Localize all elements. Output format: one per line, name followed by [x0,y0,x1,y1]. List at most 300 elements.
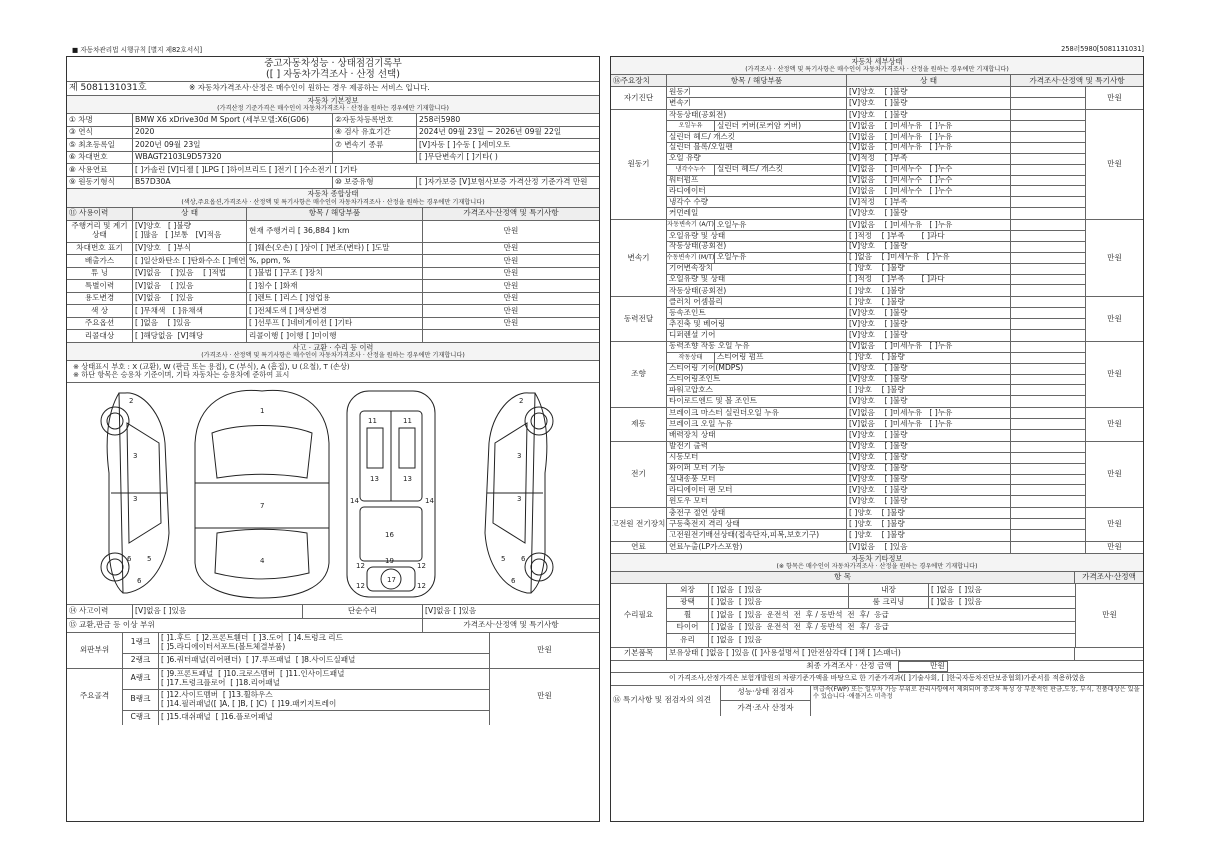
accident-history-state: [V]없음 [ ]있음 [133,605,303,618]
other-info-title: 자동차 기타정보 (※ 항목은 매수인이 자동차가격조사 · 산정을 원하는 경우에만 기재합니다) [611,554,1143,572]
diagram-label: 6 [137,576,142,585]
detail-group-body [667,508,1085,541]
detail-row [667,186,1085,197]
detail-item: 구동축전지 격리 상태 [667,519,847,529]
detail-state: [ ]양호 [ ]불량 [847,297,1011,307]
detail-group-name: 동력전달 [611,297,667,341]
general-state-title: 자동차 종합상태 (색상,주요옵션,가격조사 · 산정액 및 특기사항은 매수인이 자동차가격조사 · 산정을 원하는 경우에만 기재합니다) [67,189,599,207]
general-state-detail: %, ppm, % [247,255,423,267]
detail-note [1011,364,1085,374]
detail-table [611,87,1143,553]
general-state-item: 리콜대상 [67,330,133,342]
detail-item: 실내송풍 모터 [667,475,847,485]
basic-items-row [611,648,1143,661]
general-state-header [67,208,599,221]
detail-note [1011,176,1085,186]
detail-row [667,519,1085,530]
detail-note [1011,453,1085,463]
basic-info-value: [ ]가솔린 [V]디젤 [ ]LPG [ ]하이브리드 [ ]전기 [ ]수소전기 [ ]기타 [135,164,358,174]
diagram-label: 5 [501,554,506,563]
basic-info-key: ⑩ 보증유형 [333,177,417,189]
basic-info-key: ④ 검사 유효기간 [333,127,417,139]
simple-repair-label: 단순수리 [303,605,423,618]
detail-row [667,197,1085,208]
basic-info-value: 258러5980 [419,114,461,124]
general-state-row [67,293,599,306]
detail-state: [V]양호 [ ]불량 [847,87,1011,97]
detail-group-name: 연료 [611,542,667,553]
detail-note [1011,220,1085,230]
detail-note [1011,297,1085,307]
general-state-price: 만원 [503,293,519,303]
detail-group [611,110,1143,220]
detail-subgroup: 오일누유 [667,121,715,131]
repair-needed-label: 수리필요 [611,584,667,647]
col-device: ⑯주요장치 [611,75,667,86]
detail-group-body [667,342,1085,407]
detail-note [1011,319,1085,329]
detail-note [1011,165,1085,175]
appraiser-label: 가격·조사 산정자 [737,702,794,712]
inspection-form [66,56,1144,822]
detail-note [1011,442,1085,452]
detail-state: [V]없음 [ ]미세누유 [ ]누유 [847,342,1011,352]
detail-row [667,330,1085,341]
detail-note [1011,530,1085,541]
diagram-label: 3 [133,494,138,503]
detail-note [1011,186,1085,196]
repair-item: 타이어 [667,622,709,634]
detail-state: [V]없음 [ ]미세누유 [ ]누유 [847,408,1011,418]
car-right-side [485,392,553,592]
detail-row [667,485,1085,496]
right-column [610,56,1144,822]
detail-group [611,442,1143,508]
detail-note [1011,110,1085,120]
detail-note [1011,132,1085,142]
diagram-label: 14 [425,496,434,505]
inspector-label: 성능·상태 점검자 [721,686,810,702]
repair-state: [ ]없음 [ ]있음 [931,584,982,594]
detail-state: [V]양호 [ ]불량 [847,430,1011,441]
vehicle-diagram-svg [67,383,599,605]
detail-state: [V]없음 [ ]미세누유 [ ]누유 [847,132,1011,142]
major-frame-price: 만원 [489,669,599,725]
diagram-label: 13 [403,474,412,483]
detail-item: 작동상태(공회전) [667,285,847,296]
repair-state: [ ]없음 [ ]있음 [931,597,982,607]
detail-row [667,165,1085,176]
detail-state: [V]양호 [ ]불량 [847,453,1011,463]
diagram-label: 2 [129,396,134,405]
detail-note [1011,542,1085,553]
car-top-view [195,390,329,598]
general-state-detail: [ ]침수 [ ]화재 [247,280,423,292]
general-state-price: 만원 [503,225,519,235]
detail-group [611,542,1143,554]
detail-row [667,408,1085,419]
detail-note [1011,275,1085,285]
repair-row [667,622,1075,635]
major-frame-label: 주요골격 [67,669,123,725]
detail-row [667,264,1085,275]
detail-item: 와이퍼 모터 기능 [667,464,847,474]
basic-info-row [67,127,599,140]
detail-item: 오일누유 [715,253,847,263]
col-price: 가격조사·산정액 및 특기사항 [463,208,559,218]
accident-history-label: ⑭ 사고이력 [67,605,133,618]
accident-legend [67,361,599,383]
detail-row [667,220,1085,231]
detail-row [667,143,1085,154]
detail-item: 오일유량 및 상태 [667,275,847,285]
detail-group [611,408,1143,442]
general-state-item: 주요옵션 [67,318,133,330]
detail-item: 라디에이터 [667,186,847,196]
outer-rank-label: 1랭크 [123,633,159,653]
detail-note [1011,98,1085,109]
general-state-item: 색 상 [67,305,133,317]
simple-repair-state: [V]없음 [ ]있음 [425,605,477,615]
detail-subgroup: 수동변속기 (M/T) [667,254,715,262]
detail-row [667,154,1085,165]
detail-note [1011,375,1085,385]
detail-group-name: 자기진단 [611,87,667,109]
detail-state: [V]양호 [ ]불량 [847,396,1011,407]
detail-row [667,475,1085,486]
detail-group [611,87,1143,110]
repair-item: 광택 [667,597,709,609]
form-title: 중고자동차성능 · 상태점검기록부 [264,58,402,69]
form-reference: ■ 자동차관리법 시행규칙 [별지 제82호서식] [72,46,203,54]
detail-state: [V]양호 [ ]불량 [847,110,1011,120]
detail-row [667,297,1085,308]
basic-info-key: ⑥ 차대번호 [67,152,133,164]
detail-item: 스티어링조인트 [667,375,847,385]
major-rank-row [123,690,489,711]
detail-group-name: 변속기 [611,220,667,296]
detail-state: [ ]양호 [ ]불량 [847,385,1011,395]
detail-group-body [667,542,1085,553]
general-state-detail: [ ]훼손(오손) [ ]상이 [ ]변조(변타) [ ]도말 [247,243,423,255]
repair-price: 만원 [1075,584,1143,647]
left-column [66,56,600,822]
detail-note [1011,430,1085,441]
detail-row [667,319,1085,330]
basic-info-title: 자동차 기본정보 (가격산정 기준가격은 매수인이 자동차가격조사 · 산정을 원하는 경우에만 기재합니다) [67,96,599,114]
detail-state: [V]없음 [ ]미세누수 [ ]누수 [847,176,1011,186]
detail-item: 실린더 헤드/ 개스킷 [715,165,847,175]
repair-state: [ ]없음 [ ]있음 운전석 전 후 / 동반석 전 후/ 응급 [711,622,889,632]
basic-items-state: 보유상태 [ ]없음 [ ]있음 ([ ]사용설명서 [ ]안전삼각대 [ ]잭 [ ]스패너) [667,648,1075,660]
detail-item: 기어변속장치 [667,264,847,274]
repair-state: [ ]없음 [ ]있음 운전석 전 후 / 동반석 전 후/ 응급 [711,609,889,619]
major-rank-label: C랭크 [123,711,159,725]
detail-state: [V]양호 [ ]불량 [847,242,1011,252]
detail-state: [V]없음 [ ]미세누유 [ ]누유 [847,143,1011,153]
general-state-item: 용도변경 [67,293,133,305]
detail-note [1011,385,1085,395]
detail-group [611,220,1143,297]
detail-row [667,508,1085,519]
detail-note [1011,264,1085,274]
outer-rank-parts: [ ]1.후드 [ ]2.프론트휀더 [ ]3.도어 [ ]4.트렁크 리드 [ ]5.라디에이터서포트(볼트체결부품) [161,632,343,651]
general-state-item: 주행거리 및 계기상태 [67,221,133,242]
detail-state: [V]없음 [ ]있음 [847,542,1011,553]
repair-item: 유리 [667,634,709,647]
detail-item: 오일누유 [715,220,847,230]
diagram-label: 3 [517,451,522,460]
diagram-label: 5 [147,554,152,563]
major-rank-row [123,711,489,725]
repair-row [667,634,1075,647]
detail-item: 작동상태(공회전) [667,110,847,120]
detail-state: [ ]적정 [ ]부족 [ ]과다 [847,231,1011,241]
accident-history-row [67,605,599,619]
general-state-row [67,280,599,293]
detail-group-name: 제동 [611,408,667,441]
detail-note [1011,154,1085,164]
doc-notice: ※ 자동차가격조사·산정은 매수인이 원하는 경우 제공하는 서비스 입니다. [189,82,430,92]
major-frame-rows [123,669,489,725]
detail-group-price: 만원 [1085,342,1143,407]
detail-item: 파워고압호스 [667,385,847,395]
general-state-value: [ ]일산화탄소 [ ]탄화수소 [ ]매연 [133,255,247,267]
diagram-label: 11 [403,416,412,425]
general-state-value: [V]양호 [ ]불량 [ ]많음 [ ]보통 [V]적음 [133,221,247,242]
outer-rank-parts: [ ]6.쿼터패널(리어펜더) [ ]7.루프패널 [ ]8.사이드실패널 [161,655,356,665]
exchange-label: ⑮ 교환,판금 등 이상 부위 [67,619,423,632]
detail-item: 브레이크 마스터 실린더오일 누유 [667,408,847,418]
diagram-label: 6 [511,576,516,585]
diagram-label: 2 [519,396,524,405]
basic-info-value: 2020 [133,127,333,139]
detail-row [667,121,1085,132]
exchange-price-header: 가격조사·산정액 및 특기사항 [463,619,559,629]
detail-state: [V]없음 [ ]미세누유 [ ]누유 [847,121,1011,131]
outer-panel-rows [123,633,489,668]
repair-item: 룸 크리닝 [849,597,929,609]
detail-state: [V]양호 [ ]불량 [847,208,1011,219]
general-state-price [423,330,599,342]
repair-row [667,609,1075,622]
detail-note [1011,285,1085,296]
detail-note [1011,231,1085,241]
detail-item: 실린더 커버(로커암 커버) [715,121,847,131]
detail-group-name: 원동기 [611,110,667,219]
detail-item: 오일 유량 [667,154,847,164]
detail-item: 라디에이터 팬 모터 [667,485,847,495]
general-state-price: 만원 [503,305,519,315]
detail-note [1011,208,1085,219]
detail-row [667,242,1085,253]
detail-header [611,75,1143,87]
repair-state: [ ]없음 [ ]있음 [711,635,762,645]
detail-row [667,385,1085,396]
detail-subgroup: 자동변속기 (A/T) [667,221,714,229]
detail-state: [V]없음 [ ]미세누유 [ ]누유 [847,220,1011,230]
diagram-label: 13 [370,474,379,483]
basic-info-key: ⑤ 최초등록일 [67,139,133,151]
general-state-row [67,268,599,281]
detail-subgroup: 냉각수누수 [667,165,715,175]
detail-row [667,87,1085,98]
general-state-table [67,221,599,343]
detail-group [611,297,1143,342]
detail-item: 브레이크 오일 누유 [667,419,847,429]
accident-title: 사고 · 교환 · 수리 등 이력 (가격조사 · 산정액 및 특기사항은 매수인이 자동차가격조사 · 산정을 원하는 경우에만 기재합니다) [67,343,599,361]
detail-group-body [667,442,1085,507]
general-state-value: [ ]해당없음 [V]해당 [133,330,247,342]
diagram-label: 11 [368,416,377,425]
major-rank-parts: [ ]15.대쉬패널 [ ]16.플로어패널 [161,712,273,722]
special-notes-text: 비급속(FWP) 또는 일부차 가능 부위로 관리사항에서 제외되며 중고차 특성 상 부분적인 판금,도장, 부식, 진품대상은 있을 수 있습니다 ·애플거스 미측정 [813,685,1140,700]
doc-number: 제 5081131031호 [69,83,147,94]
detail-note [1011,475,1085,485]
detail-item: 스티어링 기어(MDPS) [667,364,847,374]
detail-item: 커먼레일 [667,208,847,219]
detail-row [667,231,1085,242]
detail-state: [V]양호 [ ]불량 [847,330,1011,341]
detail-note [1011,353,1085,363]
diagram-label: 3 [133,451,138,460]
exchange-header-row [67,619,599,633]
detail-state: [V]없음 [ ]미세누수 [ ]누수 [847,165,1011,175]
detail-item: 윈도우 모터 [667,496,847,507]
general-state-item: 차대번호 표기 [67,243,133,255]
repair-row [667,584,1075,597]
detail-state: [ ]양호 [ ]불량 [847,285,1011,296]
detail-note [1011,519,1085,529]
detail-row [667,98,1085,109]
detail-group-name: 조향 [611,342,667,407]
detail-row [667,496,1085,507]
detail-item: 타이로드엔드 및 볼 조인트 [667,396,847,407]
detail-row [667,419,1085,430]
vehicle-diagram [67,383,599,605]
diagram-label: 12 [417,561,426,570]
general-state-item: 특별이력 [67,280,133,292]
detail-state: [V]적정 [ ]부족 [847,197,1011,207]
detail-group-price: 만원 [1085,87,1143,109]
general-state-detail: [ ]선루프 [ ]네비게이션 [ ]기타 [247,318,423,330]
detail-item: 고전원전기배선상태(접속단자,피복,보호기구) [667,530,847,541]
form-subtitle: ([ ] 자동차가격조사 · 산정 선택) [266,68,400,80]
detail-note [1011,87,1085,97]
detail-group-price: 만원 [1085,110,1143,219]
detail-item: 충전구 절연 상태 [667,508,847,518]
col-condition: 상 태 [847,75,1011,86]
basic-info-key [333,152,417,164]
other-info-header [611,572,1143,584]
detail-row [667,308,1085,319]
detail-group-name: 전기 [611,442,667,507]
col-state: 상 태 [133,208,247,220]
detail-item: 원동기 [667,87,847,97]
final-price-note: 이 가격조사,산정가격은 보험개발원의 차량기준가액을 바탕으로 한 기준가격과([ ]기술사회, [ ]한국자동차진단보증협회)가준서를 적용하였음 [611,673,1143,686]
detail-title: 자동차 세부상태 (가격조사 · 산정액 및 특기사항은 매수인이 자동차가격조사 · 산정을 원하는 경우에만 기재합니다) [611,57,1143,75]
basic-info-key: ⑦ 변속기 종류 [333,139,417,151]
detail-item: 변속기 [667,98,847,109]
detail-row [667,253,1085,264]
detail-state: [ ]양호 [ ]불량 [847,264,1011,274]
detail-state: [V]양호 [ ]불량 [847,496,1011,507]
general-state-price: 만원 [503,255,519,265]
detail-state: [ ]없음 [ ]미세누유 [ ]누유 [847,253,1011,263]
basic-info-row [67,177,599,190]
detail-row [667,208,1085,219]
general-state-row [67,318,599,331]
outer-panel-price: 만원 [489,633,599,668]
diagram-label: 19 [385,556,394,565]
col-usage-history: ⑪ 사용이력 [67,208,133,220]
diagram-label: 17 [387,575,396,584]
detail-state: [ ]적정 [ ]부족 [ ]과다 [847,275,1011,285]
detail-row [667,176,1085,187]
basic-info-value: B57D30A [133,177,333,189]
basic-info-value: [ ]자가보증 [V]보험사보증 가격산정 기준가격 만원 [419,177,588,187]
detail-item: 시동모터 [667,453,847,463]
general-state-value: [ ]없음 [ ]있음 [133,318,247,330]
detail-note [1011,508,1085,518]
detail-group-body [667,87,1085,109]
col-item: 항목 / 해당부품 [247,208,423,220]
detail-state: [V]없음 [ ]미세누수 [ ]누수 [847,186,1011,196]
detail-row [667,542,1085,553]
final-price-row [611,661,1143,673]
detail-row [667,375,1085,386]
detail-state: [V]양호 [ ]불량 [847,98,1011,109]
detail-group-body [667,220,1085,296]
basic-info-value: [ ]무단변속기 [ ]기타( ) [419,152,498,162]
col-part: 항목 / 해당부품 [667,75,847,86]
general-state-value: [V]없음 [ ]있음 [133,293,247,305]
diagram-label: 3 [517,494,522,503]
outer-rank-row [123,633,489,654]
major-rank-row [123,669,489,690]
detail-item: 배력장치 상태 [667,430,847,441]
detail-state: [V]양호 [ ]불량 [847,308,1011,318]
detail-note [1011,242,1085,252]
diagram-label: 12 [417,581,426,590]
detail-note [1011,143,1085,153]
general-state-detail: 현재 주행거리 [ 36,884 ] km [247,221,423,242]
general-state-row [67,255,599,268]
detail-item: 워터펌프 [667,176,847,186]
repair-item: 내장 [849,584,929,596]
detail-item: 디퍼렌셜 기어 [667,330,847,341]
doc-number-row [67,81,599,96]
detail-group-price: 만원 [1085,442,1143,507]
detail-state: [V]양호 [ ]불량 [847,475,1011,485]
diagram-label: 6 [521,554,526,563]
general-state-value: [V]양호 [ ]부식 [133,243,247,255]
final-price-value: 만원 [898,661,948,672]
detail-group-price: 만원 [1085,542,1143,553]
basic-info-value: 2020년 09월 23일 [133,139,333,151]
outer-rank-row [123,654,489,668]
diagram-label: 14 [350,496,359,505]
detail-state: [ ]양호 [ ]불량 [847,530,1011,541]
detail-item: 동력조향 작동 오일 누유 [667,342,847,352]
detail-note [1011,121,1085,131]
diagram-label: 16 [385,530,394,539]
basic-info-value: BMW X6 xDrive30d M Sport (세부모델:X6(G06) [133,114,333,126]
final-price-cell [611,661,1143,672]
basic-info-row [67,139,599,152]
repair-state: [ ]없음 [ ]있음 [709,584,849,596]
repair-state: [ ]없음 [ ]있음 [709,597,849,609]
